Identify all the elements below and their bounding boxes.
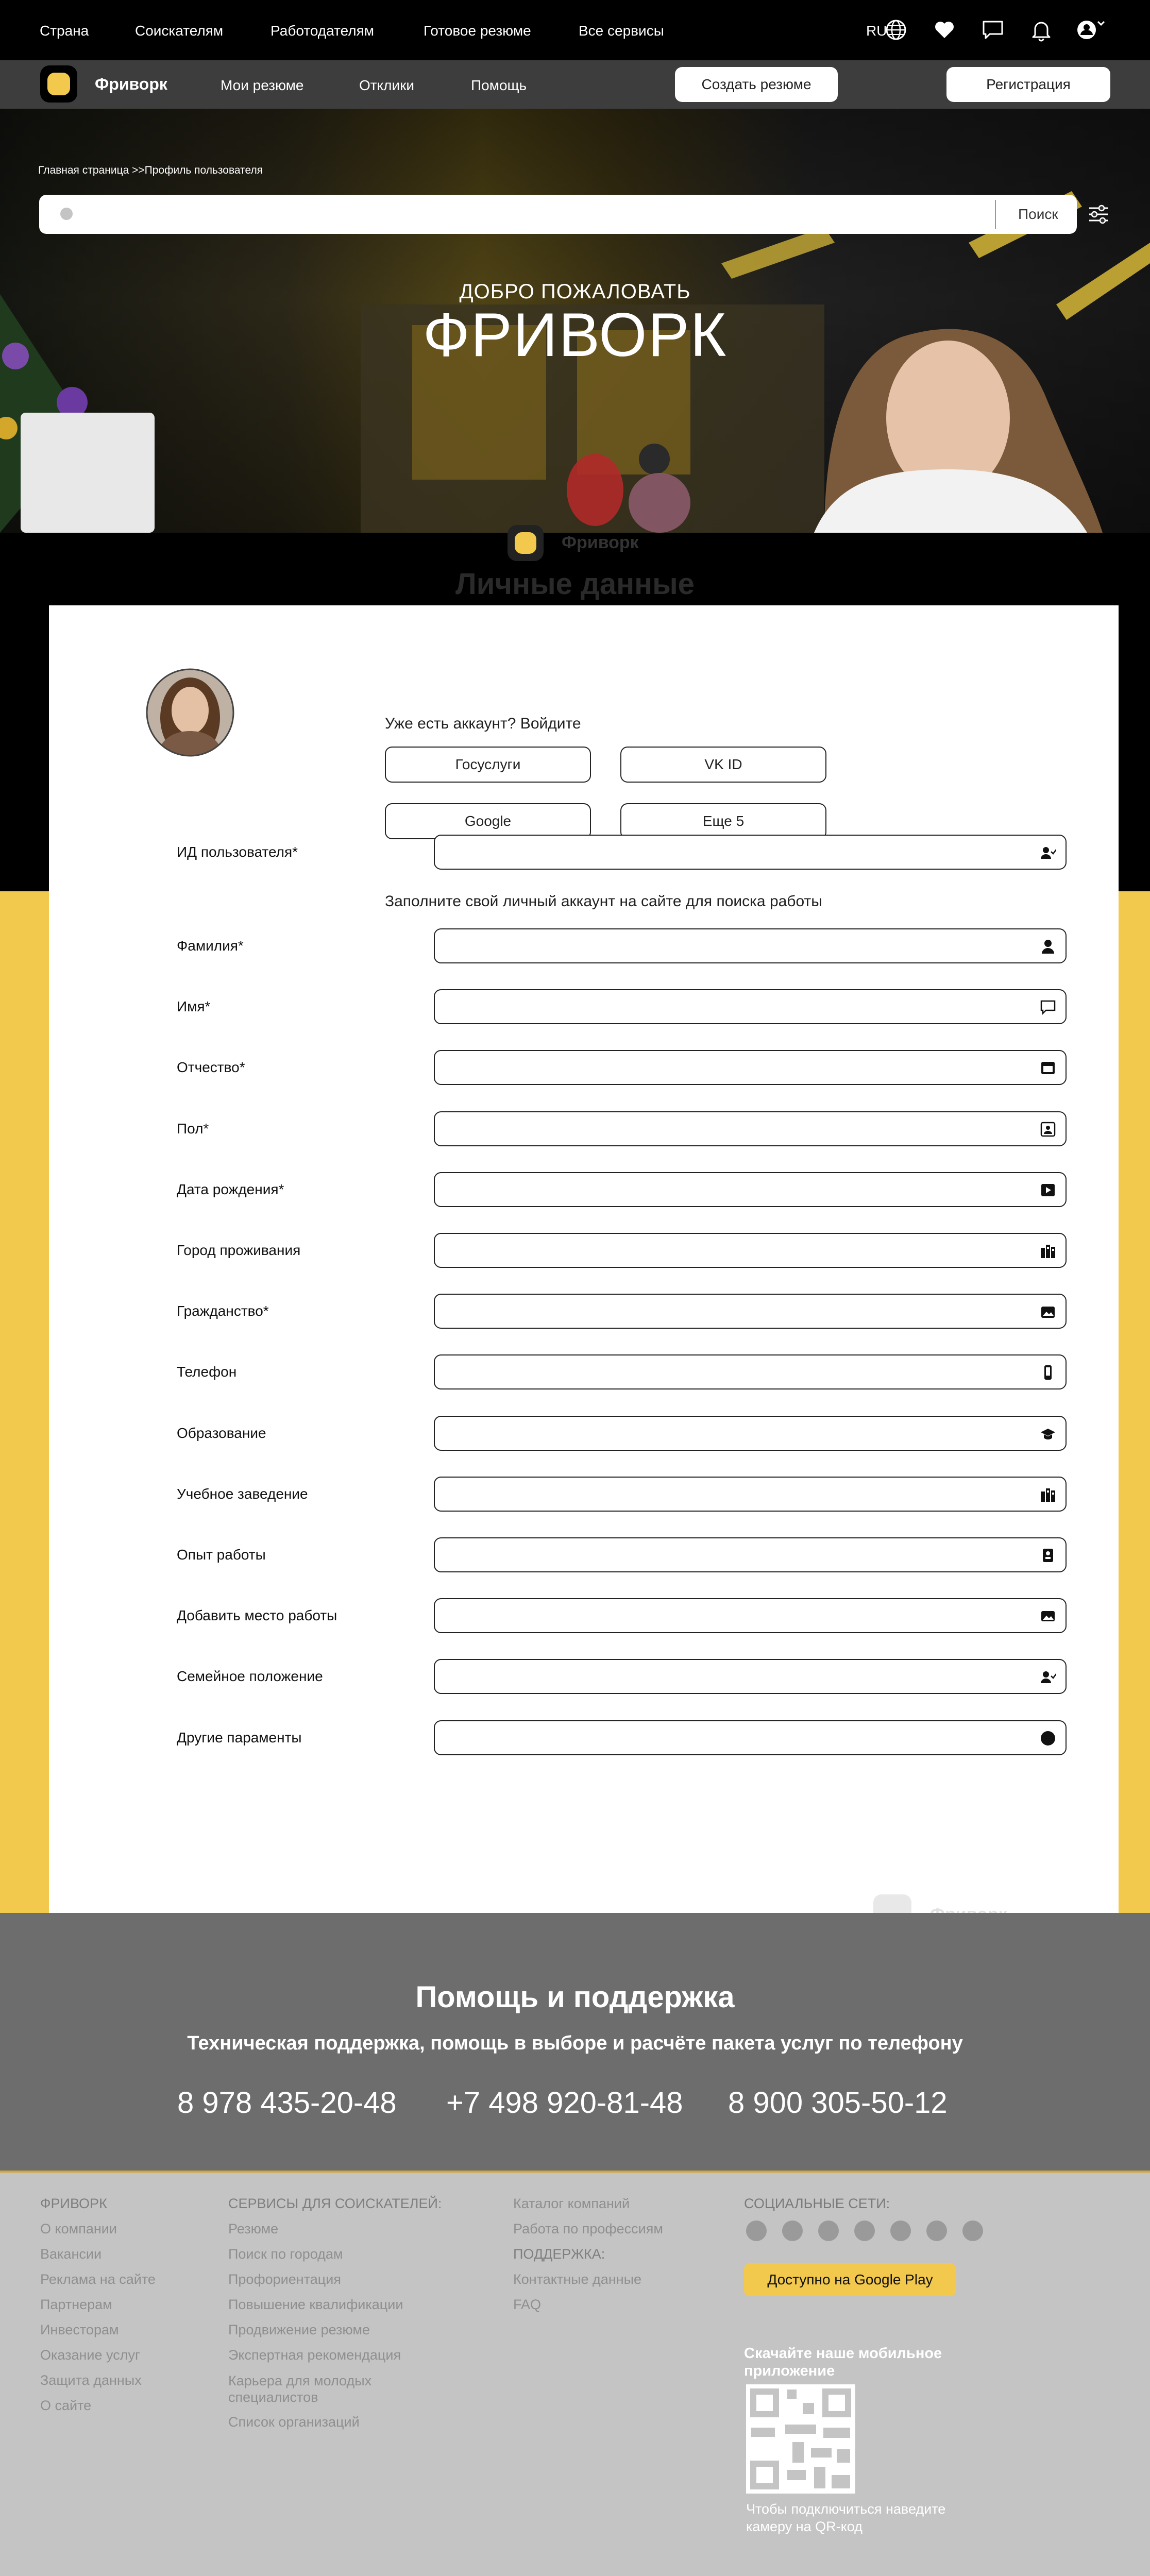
phone-2[interactable]: +7 498 920-81-48 bbox=[446, 2086, 683, 2120]
nav-help[interactable]: Помощь bbox=[471, 77, 527, 93]
field-input[interactable] bbox=[434, 1233, 1067, 1268]
play-box-icon bbox=[1040, 1182, 1056, 1198]
field-label: Учебное заведение bbox=[177, 1485, 308, 1502]
app-download-title: Скачайте наше мобильное приложение bbox=[744, 2345, 942, 2379]
create-resume-button[interactable]: Создать резюме bbox=[675, 67, 838, 102]
qr-hint: Чтобы подключиться наведите камеру на QR-код bbox=[746, 2501, 946, 2534]
footer-link[interactable]: О компании bbox=[40, 2221, 117, 2236]
globe-icon[interactable] bbox=[884, 18, 908, 42]
footer-link[interactable]: Оказание услуг bbox=[40, 2347, 140, 2363]
footer-link[interactable]: Защита данных bbox=[40, 2372, 142, 2388]
footer-link[interactable]: Карьера для молодых специалистов bbox=[228, 2373, 372, 2405]
city-icon bbox=[1040, 1243, 1056, 1259]
field-label: ИД пользователя* bbox=[177, 844, 298, 860]
phone-1[interactable]: 8 978 435-20-48 bbox=[177, 2086, 397, 2120]
section-title: Личные данные bbox=[455, 567, 695, 601]
city-icon bbox=[1040, 1486, 1056, 1503]
avatar[interactable] bbox=[146, 668, 234, 757]
field-label: Гражданство* bbox=[177, 1303, 269, 1319]
field-input[interactable] bbox=[434, 928, 1067, 963]
vk-icon[interactable] bbox=[746, 2221, 767, 2241]
section-brand: Фриворк bbox=[562, 533, 639, 552]
logo-icon[interactable] bbox=[40, 65, 77, 103]
login-prompt: Уже есть аккаунт? Войдите bbox=[385, 715, 581, 732]
field-input[interactable] bbox=[434, 1050, 1067, 1085]
search-bar bbox=[39, 195, 1077, 234]
search-button[interactable]: Поиск bbox=[1018, 206, 1058, 222]
language-label[interactable]: RU bbox=[866, 23, 887, 39]
filter-settings-icon[interactable] bbox=[1087, 204, 1110, 225]
field-input[interactable] bbox=[434, 1537, 1067, 1572]
nav-employers[interactable]: Работодателям bbox=[270, 23, 374, 39]
social-title: СОЦИАЛЬНЫЕ СЕТИ: bbox=[744, 2196, 890, 2211]
twitter-icon[interactable] bbox=[818, 2221, 839, 2241]
message-icon[interactable] bbox=[980, 18, 1005, 42]
hero-title: ФРИВОРК bbox=[422, 300, 728, 369]
field-label: Дата рождения* bbox=[177, 1181, 284, 1197]
field-label: Город проживания bbox=[177, 1242, 301, 1258]
footer-heading: ПОДДЕРЖКА: bbox=[513, 2246, 605, 2262]
google-login-button[interactable]: Google bbox=[385, 803, 591, 839]
footer-link[interactable]: Резюме bbox=[228, 2221, 279, 2236]
pinterest-icon[interactable] bbox=[926, 2221, 947, 2241]
footer-link[interactable]: Работа по профессиям bbox=[513, 2221, 663, 2236]
graduation-cap-icon bbox=[1040, 1426, 1056, 1442]
nav-all-services[interactable]: Все сервисы bbox=[579, 23, 664, 39]
nav-responses[interactable]: Отклики bbox=[359, 77, 415, 93]
heart-icon[interactable] bbox=[932, 18, 957, 42]
field-label: Фамилия* bbox=[177, 938, 244, 954]
circle-icon bbox=[1040, 1730, 1056, 1747]
nav-ready-resume[interactable]: Готовое резюме bbox=[424, 23, 531, 39]
account-menu-icon[interactable] bbox=[1074, 18, 1106, 42]
nav-job-seekers[interactable]: Соискателям bbox=[135, 23, 224, 39]
footer-link[interactable]: Профориентация bbox=[228, 2272, 341, 2287]
footer-link[interactable]: Инвесторам bbox=[40, 2322, 119, 2337]
nav-my-resumes[interactable]: Мои резюме bbox=[221, 77, 304, 93]
footer-link[interactable]: Продвижение резюме bbox=[228, 2322, 370, 2337]
phone-icon bbox=[1040, 1364, 1056, 1381]
footer-link[interactable]: Поиск по городам bbox=[228, 2246, 343, 2262]
field-input[interactable] bbox=[434, 1172, 1067, 1207]
field-input[interactable] bbox=[434, 989, 1067, 1024]
chat-icon bbox=[1040, 999, 1056, 1015]
top-nav-bar bbox=[0, 0, 1150, 60]
id-card-icon bbox=[1040, 1121, 1056, 1138]
field-label: Имя* bbox=[177, 998, 211, 1015]
fill-account-hint: Заполните свой личный аккаунт на сайте для поиска работы bbox=[385, 893, 822, 910]
brand-name[interactable]: Фриворк bbox=[95, 75, 167, 93]
more-login-options-button[interactable]: Еще 5 bbox=[620, 803, 826, 839]
field-label: Образование bbox=[177, 1425, 266, 1441]
field-input[interactable] bbox=[434, 1477, 1067, 1512]
register-button[interactable]: Регистрация bbox=[946, 67, 1110, 102]
instagram-icon[interactable] bbox=[782, 2221, 803, 2241]
image-icon bbox=[1040, 1608, 1056, 1624]
breadcrumb[interactable]: Главная страница >>Профиль пользователя bbox=[38, 164, 263, 176]
field-label: Семейное положение bbox=[177, 1668, 323, 1685]
field-label: Телефон bbox=[177, 1364, 237, 1380]
hero-banner bbox=[0, 109, 1150, 533]
footer-link[interactable]: FAQ bbox=[513, 2297, 542, 2312]
field-input[interactable] bbox=[434, 1111, 1067, 1146]
field-input[interactable] bbox=[434, 835, 1067, 870]
help-support-section bbox=[0, 1913, 1150, 2173]
help-title: Помощь и поддержка bbox=[415, 1980, 735, 2014]
help-subtitle: Техническая поддержка, помощь в выборе и расчёте пакета услуг по телефону bbox=[187, 2032, 963, 2054]
field-input[interactable] bbox=[434, 1294, 1067, 1329]
footer-link[interactable]: Реклама на сайте bbox=[40, 2272, 156, 2287]
footer-heading: СЕРВИСЫ ДЛЯ СОИСКАТЕЛЕЙ: bbox=[228, 2196, 442, 2211]
field-input[interactable] bbox=[434, 1416, 1067, 1451]
footer-link[interactable]: О сайте bbox=[40, 2398, 92, 2413]
facebook-icon[interactable] bbox=[854, 2221, 875, 2241]
footer-link[interactable]: Повышение квалификации bbox=[228, 2297, 403, 2312]
field-input[interactable] bbox=[434, 1598, 1067, 1633]
at-icon[interactable] bbox=[962, 2221, 983, 2241]
photo-icon bbox=[1040, 1303, 1056, 1320]
user-icon bbox=[1040, 938, 1056, 955]
main-nav-bar bbox=[0, 60, 1150, 109]
footer-link[interactable]: Вакансии bbox=[40, 2246, 102, 2262]
search-input[interactable] bbox=[86, 200, 1015, 230]
hero-welcome: ДОБРО ПОЖАЛОВАТЬ bbox=[459, 280, 691, 303]
field-label: Опыт работы bbox=[177, 1547, 266, 1563]
field-label: Добавить место работы bbox=[177, 1607, 337, 1624]
field-label: Отчество* bbox=[177, 1059, 245, 1076]
footer-heading: ФРИВОРК bbox=[40, 2196, 107, 2211]
bell-icon[interactable] bbox=[1029, 18, 1054, 42]
vk-id-login-button[interactable]: VK ID bbox=[620, 747, 826, 783]
window-icon bbox=[1040, 1060, 1056, 1076]
field-input[interactable] bbox=[434, 1354, 1067, 1389]
field-input[interactable] bbox=[434, 1720, 1067, 1755]
field-label: Пол* bbox=[177, 1120, 209, 1137]
phone-3[interactable]: 8 900 305-50-12 bbox=[728, 2086, 948, 2120]
footer-link[interactable]: Партнерам bbox=[40, 2297, 112, 2312]
field-label: Другие парамeнты bbox=[177, 1729, 302, 1745]
google-play-button[interactable]: Доступно на Google Play bbox=[744, 2263, 956, 2296]
qr-code bbox=[746, 2384, 855, 2494]
badge-icon bbox=[1040, 1547, 1056, 1564]
footer-link[interactable]: Контактные данные bbox=[513, 2272, 642, 2287]
footer-link[interactable]: Экспертная рекомендация bbox=[228, 2347, 401, 2363]
field-input[interactable] bbox=[434, 1659, 1067, 1694]
search-icon bbox=[58, 205, 77, 225]
nav-country[interactable]: Страна bbox=[40, 23, 89, 39]
user-check-icon bbox=[1040, 844, 1056, 861]
gosuslugi-login-button[interactable]: Госуслуги bbox=[385, 747, 591, 783]
personal-data-form bbox=[49, 605, 1119, 1968]
section-logo-icon bbox=[508, 525, 544, 561]
footer-link[interactable]: Список организаций bbox=[228, 2414, 360, 2430]
youtube-icon[interactable] bbox=[890, 2221, 911, 2241]
search-divider bbox=[995, 200, 996, 229]
footer-link[interactable]: Каталог компаний bbox=[513, 2196, 630, 2211]
user-check-icon bbox=[1040, 1669, 1056, 1685]
